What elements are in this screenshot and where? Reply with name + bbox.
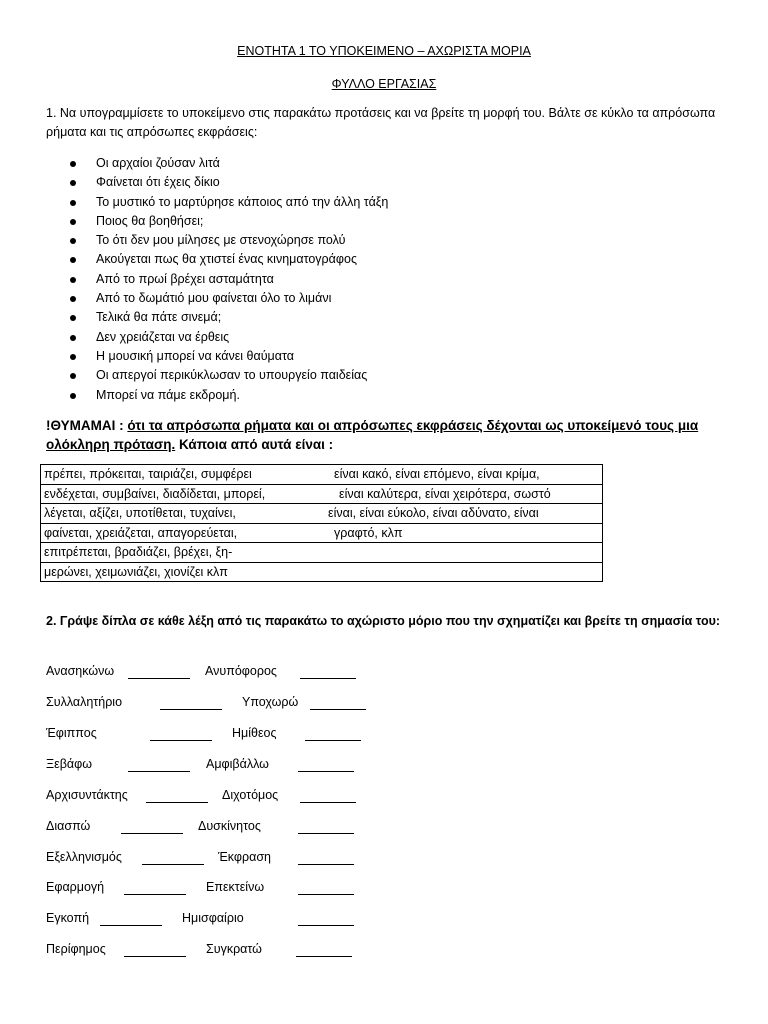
word-left: Ξεβάφω [46, 757, 92, 771]
bullet-icon [70, 393, 76, 399]
list-item: Οι απεργοί περικύκλωσαν το υπουργείο παιδείας [46, 366, 388, 385]
list-item: Το ότι δεν μου μίλησες με στενοχώρησε πολύ [46, 231, 388, 250]
answer-blank[interactable] [310, 697, 366, 710]
impersonal-verbs-table [40, 464, 603, 582]
table-row: πρέπει, πρόκειται, ταιριάζει, συμφέρει είναι κακό, είναι επόμενο, είναι κρίμα, [41, 465, 603, 485]
answer-blank[interactable] [298, 759, 354, 772]
bullet-icon [70, 335, 76, 341]
list-item: Μπορεί να πάμε εκδρομή. [46, 386, 388, 405]
word-left: Εφαρμογή [46, 880, 105, 894]
list-item: Η μουσική μπορεί να κάνει θαύματα [46, 347, 388, 366]
answer-blank[interactable] [305, 728, 361, 741]
worksheet-subtitle: ΦΥΛΛΟ ΕΡΓΑΣΙΑΣ [331, 77, 437, 91]
reminder-note: !ΘΥΜΑΜΑΙ : ότι τα απρόσωπα ρήματα και οι απρόσωπες εκφράσεις δέχονται ως υποκείμενό τους μια ολόκληρη πρόταση. Κάποια από αυτά είναι : [46, 418, 699, 452]
answer-blank[interactable] [124, 944, 186, 957]
list-item: Από το δωμάτιό μου φαίνεται όλο το λιμάνι [46, 289, 388, 308]
bullet-icon [70, 257, 76, 263]
exercise2-instruction: 2. Γράψε δίπλα σε κάθε λέξη από τις παρακάτω το αχώριστο μόριο που την σχηματίζει και βρείτε τη σημασία του: [46, 614, 721, 628]
worksheet-title: ΕΝΟΤΗΤΑ 1 ΤΟ ΥΠΟΚΕΙΜΕΝΟ – ΑΧΩΡΙΣΤΑ ΜΟΡΙΑ [237, 44, 531, 58]
bullet-icon [70, 315, 76, 321]
bullet-icon [70, 161, 76, 167]
answer-blank[interactable] [298, 852, 354, 865]
answer-blank[interactable] [298, 882, 354, 895]
word-left: Συλλαλητήριο [46, 695, 123, 709]
word-right: Συγκρατώ [206, 942, 262, 956]
table-row: λέγεται, αξίζει, υποτίθεται, τυχαίνει, είναι, είναι εύκολο, είναι αδύνατο, είναι [41, 504, 603, 524]
word-right: Αμφιβάλλω [206, 757, 269, 771]
word-right: Υποχωρώ [242, 695, 299, 709]
word-right: Διχοτόμος [222, 788, 279, 802]
table-row: επιτρέπεται, βραδιάζει, βρέχει, ξη- [41, 543, 603, 563]
word-left: Ανασηκώνω [46, 664, 115, 678]
list-item: Το μυστικό το μαρτύρησε κάποιος από την άλλη τάξη [46, 193, 388, 212]
bullet-icon [70, 200, 76, 206]
answer-blank[interactable] [300, 790, 356, 803]
bullet-icon [70, 296, 76, 302]
answer-blank[interactable] [160, 697, 222, 710]
answer-blank[interactable] [298, 913, 354, 926]
word-right: Έκφραση [218, 850, 272, 864]
word-right: Ημισφαίριο [182, 911, 244, 925]
word-left: Αρχισυντάκτης [46, 788, 128, 802]
table-row: φαίνεται, χρειάζεται, απαγορεύεται, γραφτό, κλπ [41, 523, 603, 543]
word-left: Διασπώ [46, 819, 91, 833]
table-row: ενδέχεται, συμβαίνει, διαδίδεται, μπορεί, είναι καλύτερα, είναι χειρότερα, σωστό [41, 484, 603, 504]
list-item: Δεν χρειάζεται να έρθεις [46, 328, 388, 347]
sentence-list [46, 154, 388, 405]
bullet-icon [70, 373, 76, 379]
answer-blank[interactable] [121, 821, 183, 834]
word-right: Δυσκίνητος [198, 819, 261, 833]
list-item: Τελικά θα πάτε σινεμά; [46, 308, 388, 327]
answer-blank[interactable] [296, 944, 352, 957]
exercise1-instruction: 1. Να υπογραμμίσετε το υποκείμενο στις παρακάτω προτάσεις και να βρείτε τη μορφή του. Βάλτε σε κύκλο τα απρόσωπα ρήματα και τις απρόσωπες εκφράσεις: [46, 106, 716, 139]
bullet-icon [70, 277, 76, 283]
list-item: Φαίνεται ότι έχεις δίκιο [46, 173, 388, 192]
word-left: Εγκοπή [46, 911, 90, 925]
word-left: Περίφημος [46, 942, 106, 956]
answer-blank[interactable] [142, 852, 204, 865]
answer-blank[interactable] [128, 666, 190, 679]
list-item: Ποιος θα βοηθήσει; [46, 212, 388, 231]
table-row: μερώνει, χειμωνιάζει, χιονίζει κλπ [41, 562, 603, 582]
answer-blank[interactable] [100, 913, 162, 926]
word-left: Έφιππος [46, 726, 97, 740]
bullet-icon [70, 219, 76, 225]
list-item: Ακούγεται πως θα χτιστεί ένας κινηματογράφος [46, 250, 388, 269]
list-item: Οι αρχαίοι ζούσαν λιτά [46, 154, 388, 173]
list-item: Από το πρωί βρέχει ασταμάτητα [46, 270, 388, 289]
answer-blank[interactable] [150, 728, 212, 741]
answer-blank[interactable] [124, 882, 186, 895]
answer-blank[interactable] [300, 666, 356, 679]
answer-blank[interactable] [298, 821, 354, 834]
word-left: Εξελληνισμός [46, 850, 122, 864]
word-right: Ημίθεος [232, 726, 277, 740]
bullet-icon [70, 180, 76, 186]
answer-blank[interactable] [146, 790, 208, 803]
answer-blank[interactable] [128, 759, 190, 772]
word-right: Επεκτείνω [206, 880, 265, 894]
bullet-icon [70, 238, 76, 244]
word-right: Ανυπόφορος [205, 664, 277, 678]
bullet-icon [70, 354, 76, 360]
